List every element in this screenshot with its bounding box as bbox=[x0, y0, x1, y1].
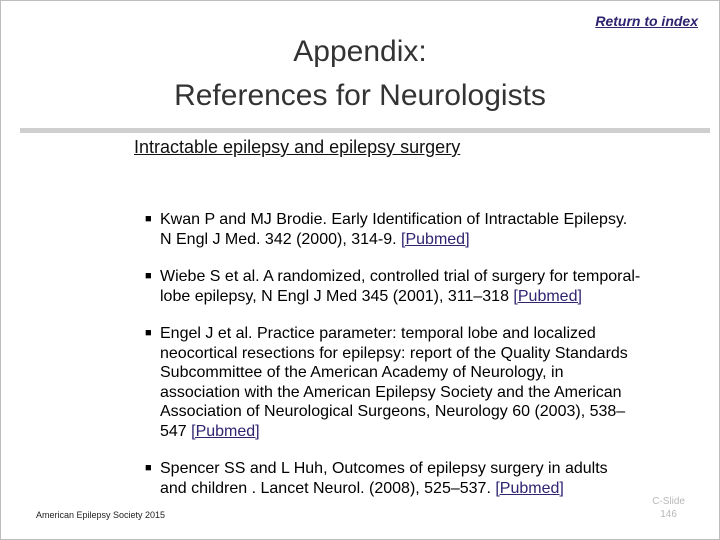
square-bullet-icon: ■ bbox=[145, 327, 152, 339]
page-title bbox=[20, 30, 700, 118]
slide-number bbox=[652, 495, 685, 521]
footer-copyright: American Epilepsy Society 2015 bbox=[36, 510, 166, 520]
reference-text-line: N Engl J Med. 342 (2000), 314-9. bbox=[160, 230, 402, 248]
title-line-2: References for Neurologists bbox=[174, 79, 546, 112]
section-subtitle: Intractable epilepsy and epilepsy surgery bbox=[134, 137, 461, 157]
reference-list bbox=[147, 210, 707, 516]
square-bullet-icon: ■ bbox=[145, 462, 152, 474]
reference-text-line: Kwan P and MJ Brodie. Early Identification of Intractable Epilepsy. bbox=[160, 211, 628, 228]
pubmed-link[interactable]: [Pubmed] bbox=[513, 287, 582, 305]
reference-item bbox=[147, 324, 707, 441]
square-bullet-icon: ■ bbox=[145, 213, 152, 225]
reference-item bbox=[147, 267, 707, 306]
reference-text-line: Subcommittee of the American Academy of Neurology, in bbox=[160, 364, 564, 381]
square-bullet-icon: ■ bbox=[145, 270, 152, 282]
pubmed-link[interactable]: [Pubmed] bbox=[191, 422, 260, 440]
title-line-1: Appendix: bbox=[293, 35, 427, 68]
reference-text-line: neocortical resections for epilepsy: report of the Quality Standards bbox=[160, 344, 628, 362]
reference-text-line: lobe epilepsy, N Engl J Med 345 (2001), 311–318 bbox=[160, 287, 514, 305]
reference-text-line: Association of Neurological Surgeons, Neurology 60 (2003), 538– bbox=[160, 403, 626, 420]
reference-text-line: Wiebe S et al. A randomized, controlled trial of surgery for temporal- bbox=[160, 268, 641, 285]
reference-item bbox=[147, 210, 707, 249]
reference-text-line: association with the American Epilepsy Society and the American bbox=[160, 383, 622, 401]
reference-text-line: Spencer SS and L Huh, Outcomes of epilepsy surgery in adults bbox=[160, 460, 608, 477]
slide-label-text: C-Slide bbox=[652, 496, 685, 507]
reference-item bbox=[147, 459, 707, 498]
reference-text-line: Engel J et al. Practice parameter: temporal lobe and localized bbox=[160, 325, 596, 342]
pubmed-link[interactable]: [Pubmed] bbox=[495, 479, 564, 497]
title-divider bbox=[20, 128, 710, 133]
return-to-index-link[interactable]: Return to index bbox=[595, 13, 698, 29]
reference-text-line: 547 bbox=[160, 422, 192, 440]
reference-text-line: and children . Lancet Neurol. (2008), 525–537. bbox=[160, 479, 496, 497]
slide-label-number: 146 bbox=[660, 509, 677, 520]
pubmed-link[interactable]: [Pubmed] bbox=[401, 230, 470, 248]
